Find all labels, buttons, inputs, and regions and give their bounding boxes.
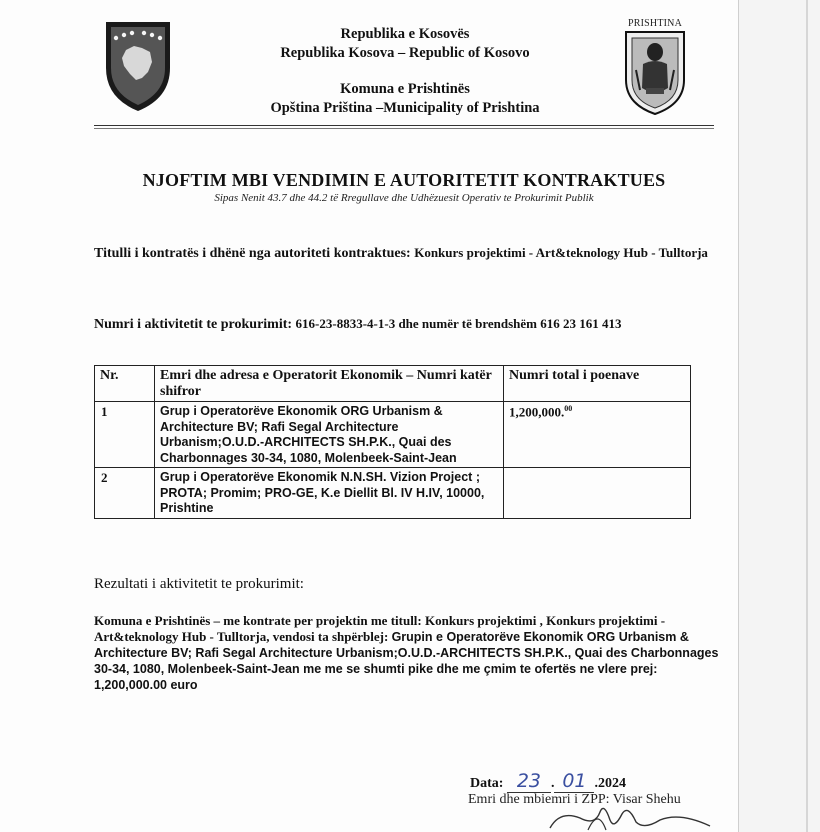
date-month: 01 xyxy=(562,770,587,792)
row-points xyxy=(504,402,691,468)
row-points xyxy=(504,468,691,519)
header-points: Numri total i poenave xyxy=(504,366,691,402)
header-operator: Emri dhe adresa e Operatorit Ekonomik – Numri katër shifror xyxy=(155,366,504,402)
header-rule xyxy=(94,125,714,126)
handwritten-signature-icon xyxy=(540,800,720,832)
result-text xyxy=(94,613,720,693)
contract-value: Konkurs projektimi - Art&teknology Hub - Tulltorja xyxy=(414,245,708,260)
prishtina-coat xyxy=(620,18,690,118)
result-part-2: Grupin e Operatorëve Ekonomik ORG Urbanism & Architecture BV; Rafi Segal Architecture Urbanism;O.U.D.-ARCHITECTS SH.P.K., Quai des Charbonnages 30-34, 1080, Molenbeek-Saint-Jean me me se shumti pike dhe me çmim te ofertës ne vlere prej: 1,200,000.00 euro xyxy=(94,630,719,692)
adjacent-page-edge xyxy=(806,0,808,832)
table-header-row xyxy=(95,366,691,402)
result-label: Rezultati i aktivitetit te prokurimit: xyxy=(94,576,304,592)
date-day: 23 xyxy=(516,770,542,792)
header-line-1: Republika e Kosovës xyxy=(340,26,470,42)
header-line-2: Republika Kosova – Republic of Kosovo xyxy=(280,45,530,61)
contract-label: Titulli i kontratës i dhënë nga autoriteti kontraktues: xyxy=(94,246,411,261)
date-line: Data: 23 . 01 .2024 xyxy=(470,770,626,792)
procurement-number-line xyxy=(94,316,714,333)
row-nr: 2 xyxy=(95,468,155,519)
prishtina-coat-of-arms-icon xyxy=(624,30,686,116)
date-label: Data: xyxy=(470,776,504,791)
operators-table xyxy=(94,365,691,519)
table-row xyxy=(95,468,691,519)
contract-title-line xyxy=(94,244,714,263)
document-subtitle: Sipas Nenit 43.7 dhe 44.2 të Rregullave dhe Udhëzuesit Operativ te Prokurimit Publik xyxy=(214,192,594,204)
kosovo-emblem-icon xyxy=(102,18,174,114)
result-part-1: Komuna e Prishtinës – me kontrate per projektin me titull: Konkurs projektimi , Konkurs projektimi - Art&teknology Hub - Tulltorja, vendosi ta shpërblej: xyxy=(94,613,666,644)
document-title: NJOFTIM MBI VENDIMIN E AUTORITETIT KONTRAKTUES xyxy=(142,170,666,190)
date-year: .2024 xyxy=(594,776,626,791)
coat-label: PRISHTINA xyxy=(627,18,683,29)
header-rule-thin xyxy=(94,128,714,129)
header-line-3: Komuna e Prishtinës xyxy=(340,81,470,97)
table-row xyxy=(95,402,691,468)
row-operator: Grup i Operatorëve Ekonomik ORG Urbanism & Architecture BV; Rafi Segal Architecture Urbanism;O.U.D.-ARCHITECTS SH.P.K., Quai des Charbonnages 30-34, 1080, Molenbeek-Saint-Jean xyxy=(155,402,504,468)
procurement-label: Numri i aktivitetit te prokurimit: xyxy=(94,317,293,332)
row-nr: 1 xyxy=(95,402,155,468)
header-nr: Nr. xyxy=(95,366,155,402)
points-value: 1,200,000. xyxy=(509,404,565,420)
row-operator: Grup i Operatorëve Ekonomik N.N.SH. Vizion Project ; PROTA; Promim; PRO-GE, K.e Diellit Bl. IV H.IV, 10000, Prishtine xyxy=(155,468,504,519)
official-name: Emri dhe mbiemri i ZPP: Visar Shehu xyxy=(468,792,681,807)
header-line-4: Opština Priština –Municipality of Prishtina xyxy=(270,100,540,116)
points-decimals: 00 xyxy=(564,404,573,413)
procurement-value: 616-23-8833-4-1-3 dhe numër të brendshëm 616 23 161 413 xyxy=(295,316,622,331)
